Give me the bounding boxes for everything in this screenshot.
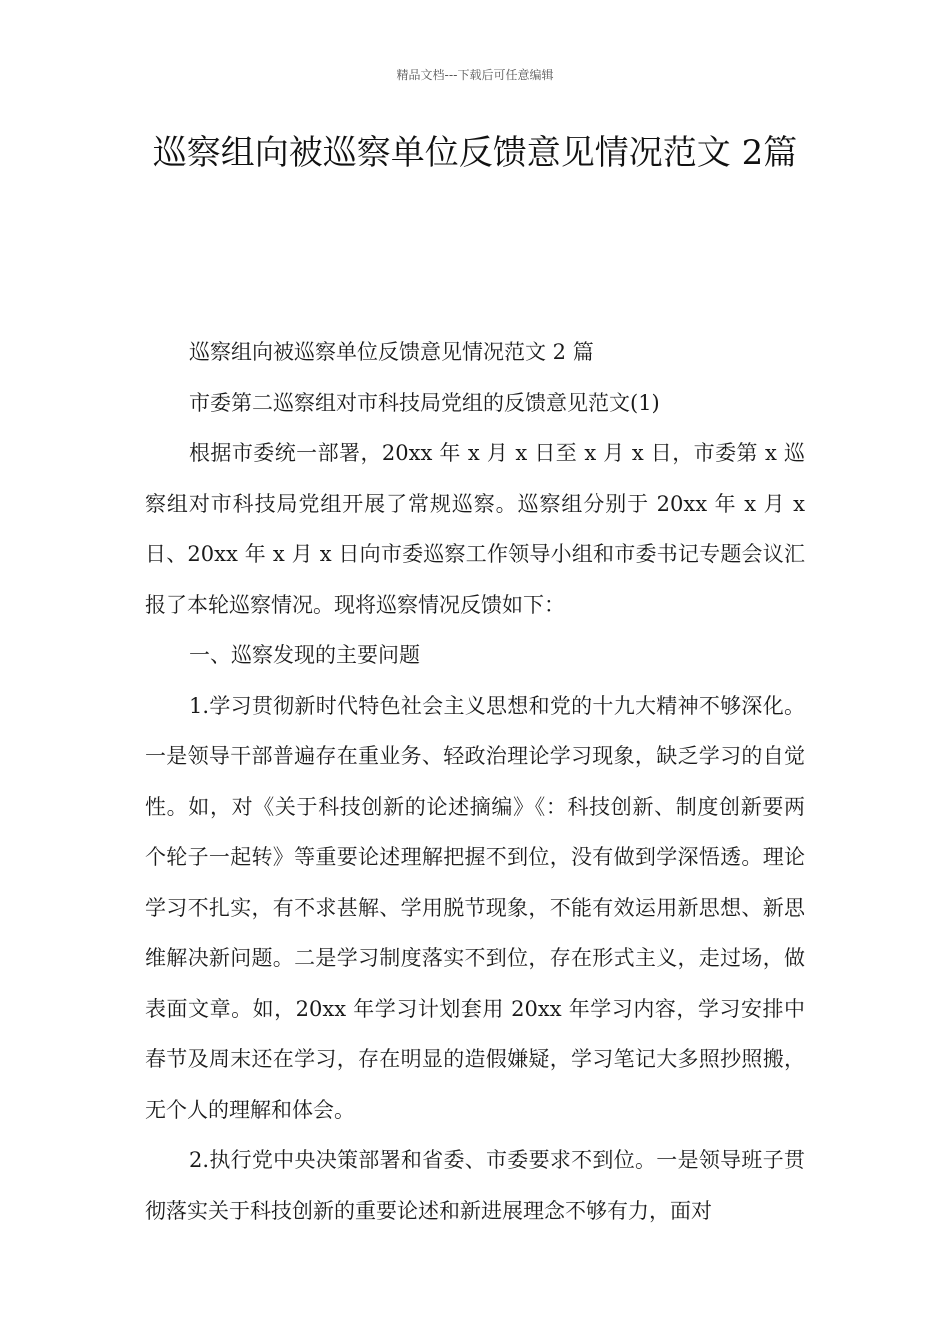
paragraph-subtitle: 巡察组向被巡察单位反馈意见情况范文 2 篇 <box>189 340 594 364</box>
paragraph-heading-problems: 一、巡察发现的主要问题 <box>189 643 420 667</box>
paragraph-item-1: 1.学习贯彻新时代特色社会主义思想和党的十九大精神不够深化。一是领导干部普遍存在重业务、轻政治理论学习现象，缺乏学习的自觉性。如，对《关于科技创新的论述摘编》《：科技创新、制度创新要两个轮子一起转》等重要论述理解把握不到位，没有做到学深悟透。理论学习不扎实，有不求甚解、学用脱节现象，不能有效运用新思想、新思维解决新问题。二是学习制度落实不到位，存在形式主义，走过场，做表面文章。如，20xx 年学习计划套用 20xx 年学习内容，学习安排中春节及周末还在学习，存在明显的造假嫌疑，学习笔记大多照抄照搬，无个人的理解和体会。 <box>145 693 805 1122</box>
paragraph-item-2: 2.执行党中央决策部署和省委、市委要求不到位。一是领导班子贯彻落实关于科技创新的重要论述和新进展理念不够有力，面对 <box>145 1148 805 1223</box>
page-header: 精品文档---下载后可任意编辑 <box>396 68 554 82</box>
document-title: 巡察组向被巡察单位反馈意见情况范文 2篇 <box>152 133 798 173</box>
document-body <box>145 327 805 1236</box>
paragraph-intro: 根据市委统一部署，20xx 年 x 月 x 日至 x 月 x 日，市委第 x 巡察组对市科技局党组开展了常规巡察。巡察组分别于 20xx 年 x 月 x 日、20xx 年 x 月 x 日向市委巡察工作领导小组和市委书记专题会议汇报了本轮巡察情况。现将巡察情况反馈如下： <box>145 441 805 617</box>
paragraph-section-heading: 市委第二巡察组对市科技局党组的反馈意见范文(1) <box>189 390 660 415</box>
